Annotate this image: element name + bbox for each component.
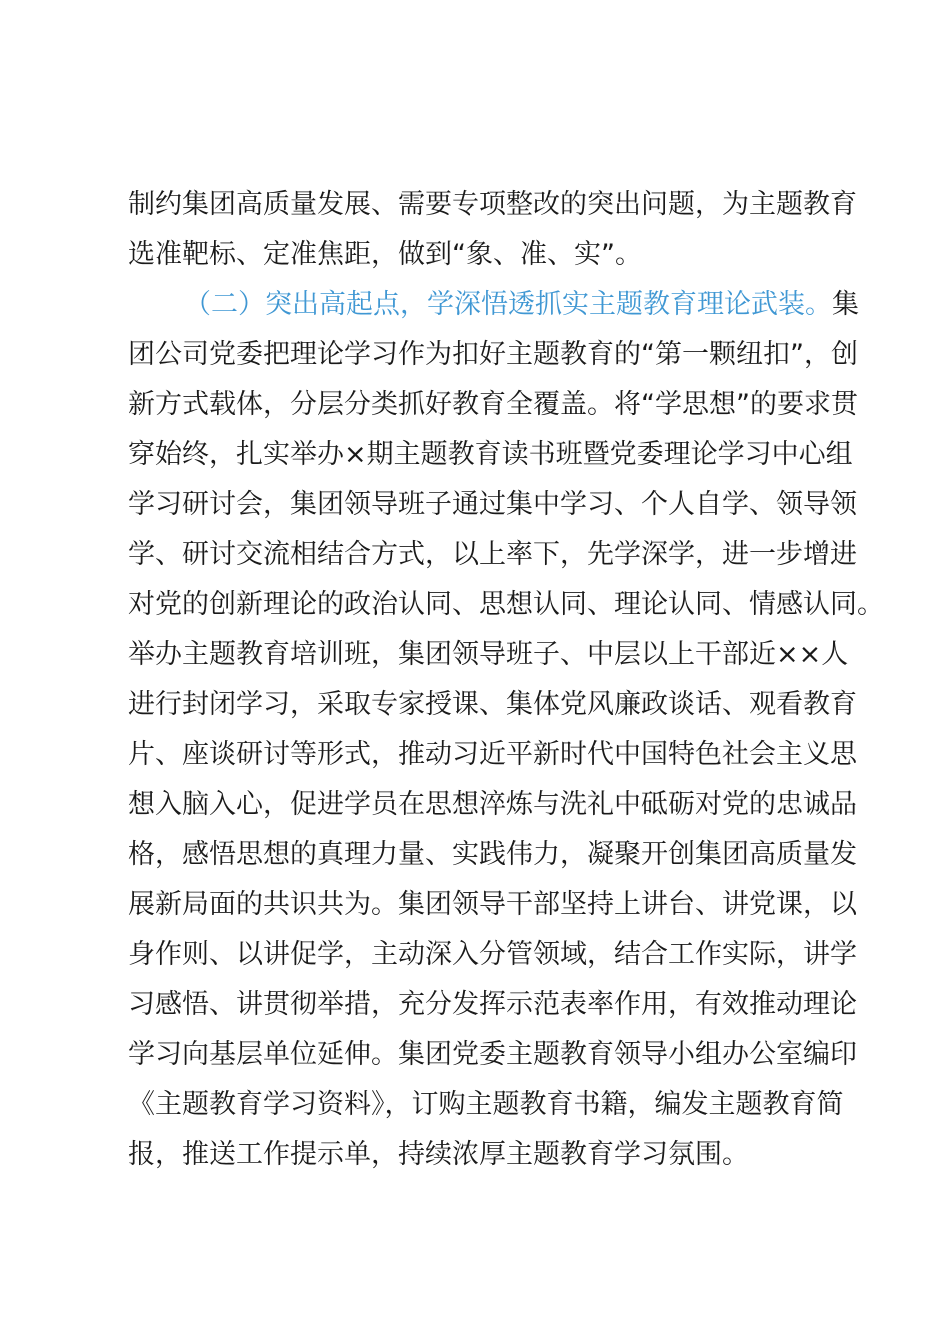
paragraph-line: 学习向基层单位延伸。集团党委主题教育领导小组办公室编印: [128, 1039, 857, 1070]
paragraph-line: 对党的创新理论的政治认同、思想认同、理论认同、情感认同。: [128, 589, 884, 620]
paragraph-line: 新方式载体，分层分类抓好教育全覆盖。将“学思想”的要求贯: [128, 389, 858, 420]
section-heading-line: [128, 280, 859, 330]
paragraph-line: 身作则、以讲促学，主动深入分管领域，结合工作实际，讲学: [128, 939, 857, 970]
paragraph-line: 选准靶标、定准焦距，做到“象、准、实”。: [128, 239, 642, 270]
paragraph-line: 穿始终，扎实举办×期主题教育读书班暨党委理论学习中心组: [128, 439, 853, 470]
document-body: [128, 180, 884, 1180]
section-heading: （二）突出高起点，学深悟透抓实主题教育理论武装。: [184, 289, 832, 320]
paragraph-line: 进行封闭学习，采取专家授课、集体党风廉政谈话、观看教育: [128, 689, 857, 720]
paragraph-line: 学、研讨交流相结合方式，以上率下，先学深学，进一步增进: [128, 539, 857, 570]
paragraph-line: 想入脑入心，促进学员在思想淬炼与洗礼中砥砺对党的忠诚品: [128, 789, 857, 820]
paragraph-line: 制约集团高质量发展、需要专项整改的突出问题，为主题教育: [128, 189, 857, 220]
paragraph-line: 学习研讨会，集团领导班子通过集中学习、个人自学、领导领: [128, 489, 857, 520]
paragraph-line: 格，感悟思想的真理力量、实践伟力，凝聚开创集团高质量发: [128, 839, 857, 870]
paragraph-line: 团公司党委把理论学习作为扣好主题教育的“第一颗纽扣”，创: [128, 339, 858, 370]
paragraph-line-tail: 集: [832, 289, 859, 320]
paragraph-line: 展新局面的共识共为。集团领导干部坚持上讲台、讲党课，以: [128, 889, 857, 920]
paragraph-line: 片、座谈研讨等形式，推动习近平新时代中国特色社会主义思: [128, 739, 857, 770]
paragraph-line: 举办主题教育培训班，集团领导班子、中层以上干部近××人: [128, 639, 849, 670]
paragraph-line: 报，推送工作提示单，持续浓厚主题教育学习氛围。: [128, 1139, 749, 1170]
paragraph-line: 《主题教育学习资料》，订购主题教育书籍，编发主题教育简: [128, 1089, 844, 1120]
paragraph-line: 习感悟、讲贯彻举措，充分发挥示范表率作用，有效推动理论: [128, 989, 857, 1020]
